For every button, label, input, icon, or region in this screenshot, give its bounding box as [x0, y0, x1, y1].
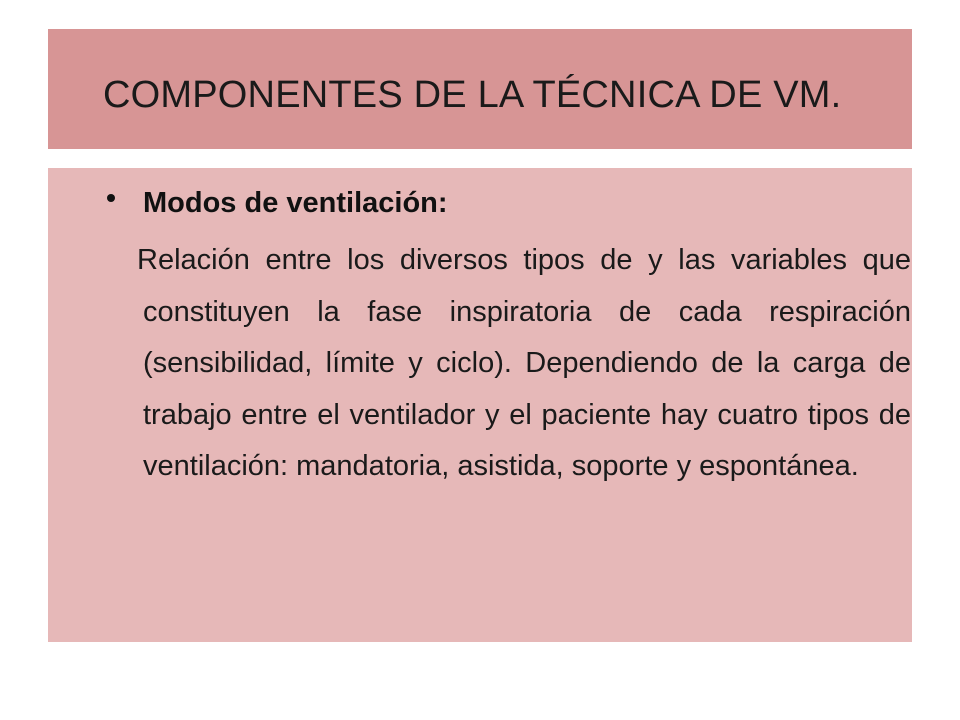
- bullet-item: [95, 184, 880, 222]
- bullet-heading: Modos de ventilación:: [143, 187, 448, 219]
- body-paragraph: Relación entre los diversos tipos de y las variables que constituyen la fase inspiratoria de cada respiración (sensibilidad, límite y ciclo). Dependiendo de la carga de trabajo entre el ventilador y el paciente hay cuatro tipos de ventilación: mandatoria, asistida, soporte y espontánea.: [137, 244, 911, 482]
- bullet-dot-icon: [107, 194, 115, 202]
- slide-content-box: [48, 168, 912, 642]
- slide-title: COMPONENTES DE LA TÉCNICA DE VM.: [103, 73, 842, 116]
- slide-title-box: [48, 29, 912, 149]
